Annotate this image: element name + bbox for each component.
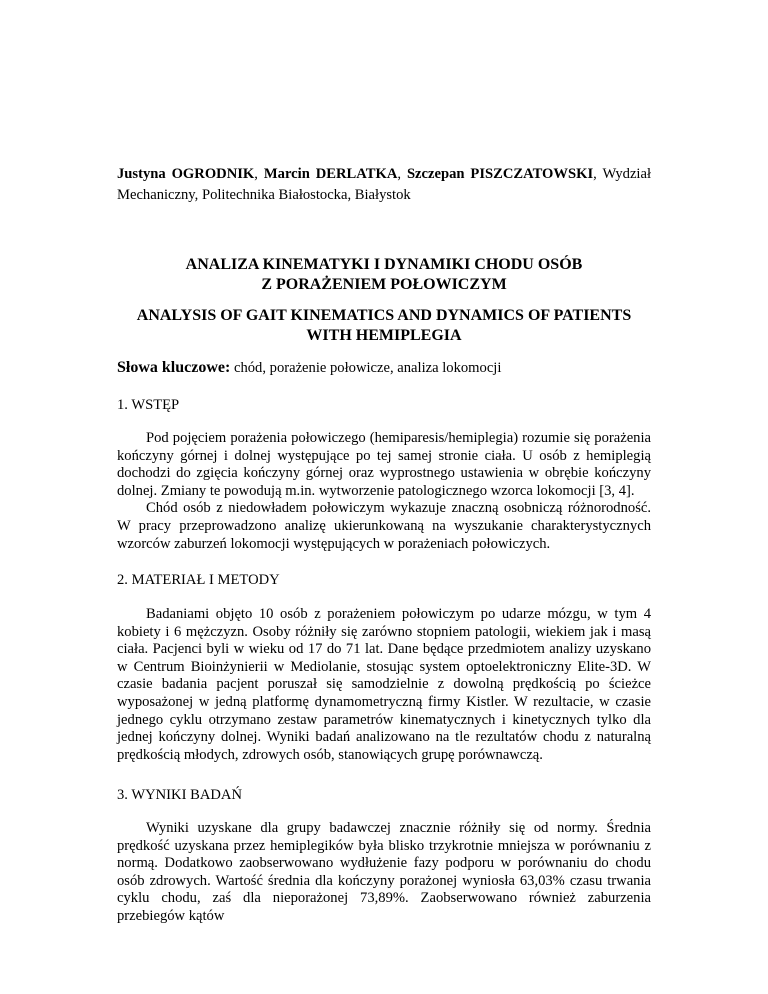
section-body <box>117 430 651 553</box>
paragraph: Badaniami objęto 10 osób z porażeniem połowiczym po udarze mózgu, w tym 4 kobiety i 6 mężczyzn. Osoby różniły się zarówno stopniem patologii, wiekiem jak i masą ciała. Pacjenci byli w wieku od 17 do 71 lat. Dane będące przedmiotem analizy uzyskano w Centrum Bioinżynierii w Mediolanie, stosując system optoelektroniczny Elite-3D. W czasie badania pacjent poruszał się samodzielnie z dowolną prędkością po ścieżce wyposażonej w jedną platformę dynamometryczną firmy Kistler. W rezultacie, w czasie jednego cyklu otrzymano zestaw parametrów kinematycznych i kinetycznych tylko dla jednej kończyny dolnej. Wyniki badań analizowano na tle rezultatów chodu z naturalną prędkością młodych, zdrowych osób, stanowiących grupę porównawczą. <box>117 606 651 763</box>
author-name: Szczepan PISZCZATOWSKI <box>406 166 594 182</box>
author-separator: , <box>397 166 407 182</box>
title-line: ANALYSIS OF GAIT KINEMATICS AND DYNAMICS OF PATIENTS <box>136 307 632 324</box>
paragraph: Pod pojęciem porażenia połowiczego (hemiparesis/hemiplegia) rozumie się porażenia kończyny górnej i dolnej występujące po tej samej stronie ciała. U osób z hemiplegią dochodzi do zgięcia kończyny górnej oraz wyprostnego ustawienia w obrębie kończyny dolnej. Zmiany te powodują m.in. wytworzenie patologicznego wzorca lokomocji [3, 4]. <box>117 430 651 499</box>
paragraph: Wyniki uzyskane dla grupy badawczej znacznie różniły się od normy. Średnia prędkość uzyskana przez hemiplegików była blisko trzykrotnie mniejsza w porównaniu z normą. Dodatkowo zaobserwowano wydłużenie fazy podporu w porównaniu do chodu osób zdrowych. Wartość średnia dla kończyny porażonej wyniosła 63,03% czasu trwania cyklu chodu, zaś dla nieporażonej 73,89%. Zaobserwowano również zaburzenia przebiegów kątów <box>117 820 651 924</box>
affiliation-text: , Wydział Mechaniczny, Politechnika Białostocka, Białystok <box>117 166 652 203</box>
title-line: Z PORAŻENIEM POŁOWICZYM <box>261 276 507 293</box>
title-line: WITH HEMIPLEGIA <box>306 327 462 344</box>
section-body <box>117 820 651 926</box>
section-heading: 2. MATERIAŁ I METODY <box>117 572 280 588</box>
title-polish <box>117 255 651 295</box>
keywords-label: Słowa kluczowe: <box>117 359 231 376</box>
keywords <box>117 359 651 377</box>
keywords-text: chód, porażenie połowicze, analiza lokomocji <box>230 360 502 376</box>
author-affiliation <box>117 164 651 206</box>
author-name: Justyna OGRODNIK <box>117 166 255 182</box>
section-heading: 3. WYNIKI BADAŃ <box>117 787 242 803</box>
author-separator: , <box>254 166 264 182</box>
title-english <box>117 306 651 346</box>
paragraph: Chód osób z niedowładem połowiczym wykazuje znaczną osobniczą różnorodność. W pracy przeprowadzono analizę ukierunkowaną na wyszukanie charakterystycznych wzorców zaburzeń lokomocji występujących w porażeniach połowiczych. <box>117 500 651 552</box>
title-line: ANALIZA KINEMATYKI I DYNAMIKI CHODU OSÓB <box>185 256 583 273</box>
section-heading: 1. WSTĘP <box>117 397 180 413</box>
section-body <box>117 606 651 764</box>
author-name: Marcin DERLATKA <box>263 166 398 182</box>
